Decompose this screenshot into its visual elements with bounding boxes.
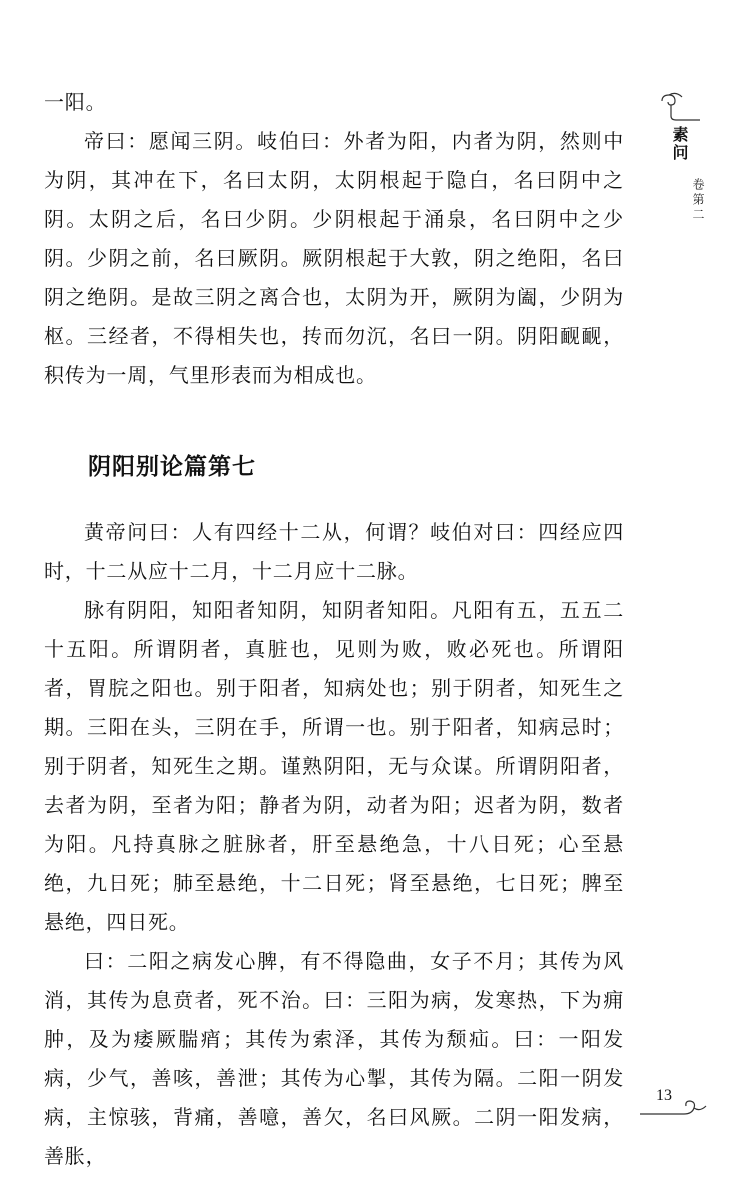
paragraph: 黄帝问曰：人有四经十二从，何谓？岐伯对曰：四经应四时，十二从应十二月，十二月应十二脉。 [44, 520, 624, 583]
page-body [44, 83, 624, 1176]
volume-label: 卷第二 [691, 178, 705, 223]
paragraph: 一阳。 [44, 90, 107, 114]
chapter-title: 阴阳别论篇第七 [88, 453, 256, 480]
page-footer [640, 1082, 710, 1122]
running-head [660, 92, 705, 232]
cloud-scroll-ornament-icon [660, 92, 700, 122]
paragraph: 帝曰：愿闻三阴。岐伯曰：外者为阳，内者为阴，然则中为阴，其冲在下，名曰太阴，太阴根起于隐白，名曰阴中之阴。太阴之后，名曰少阴。少阴根起于涌泉，名曰阴中之少阴。少阴之前，名曰厥阴。厥阴根起于大敦，阴之绝阳，名曰阴之绝阴。是故三阴之离合也，太阴为开，厥阴为阖，少阴为枢。三经者，不得相失也，抟而勿沉，名曰一阴。阴阳䩄䩄，积传为一周，气里形表而为相成也。 [44, 129, 624, 387]
paragraph: 脉有阴阳，知阳者知阴，知阴者知阳。凡阳有五，五五二十五阳。所谓阴者，真脏也，见则为败，败必死也。所谓阳者，胃脘之阳也。别于阳者，知病处也；别于阴者，知死生之期。三阳在头，三阴在手，所谓一也。别于阳者，知病忌时；别于阴者，知死生之期。谨熟阴阳，无与众谋。所谓阴阳者，去者为阴，至者为阳；静者为阴，动者为阳；迟者为阴，数者为阳。凡持真脉之脏脉者，肝至悬绝急，十八日死；心至悬绝，九日死；肺至悬绝，十二日死；肾至悬绝，七日死；脾至悬绝，四日死。 [44, 598, 624, 934]
page-number-ornament-icon [640, 1082, 710, 1122]
page-number: 13 [656, 1087, 672, 1104]
book-title: 素问 [670, 126, 689, 162]
paragraph: 曰：二阳之病发心脾，有不得隐曲，女子不月；其传为风消，其传为息贲者，死不治。曰：三阳为病，发寒热，下为痈肿，及为痿厥腨痟；其传为索泽，其传为颓疝。曰：一阳发病，少气，善咳，善泄；其传为心掣，其传为隔。二阳一阴发病，主惊骇，背痛，善噫，善欠，名曰风厥。二阴一阳发病，善胀， [44, 949, 624, 1168]
